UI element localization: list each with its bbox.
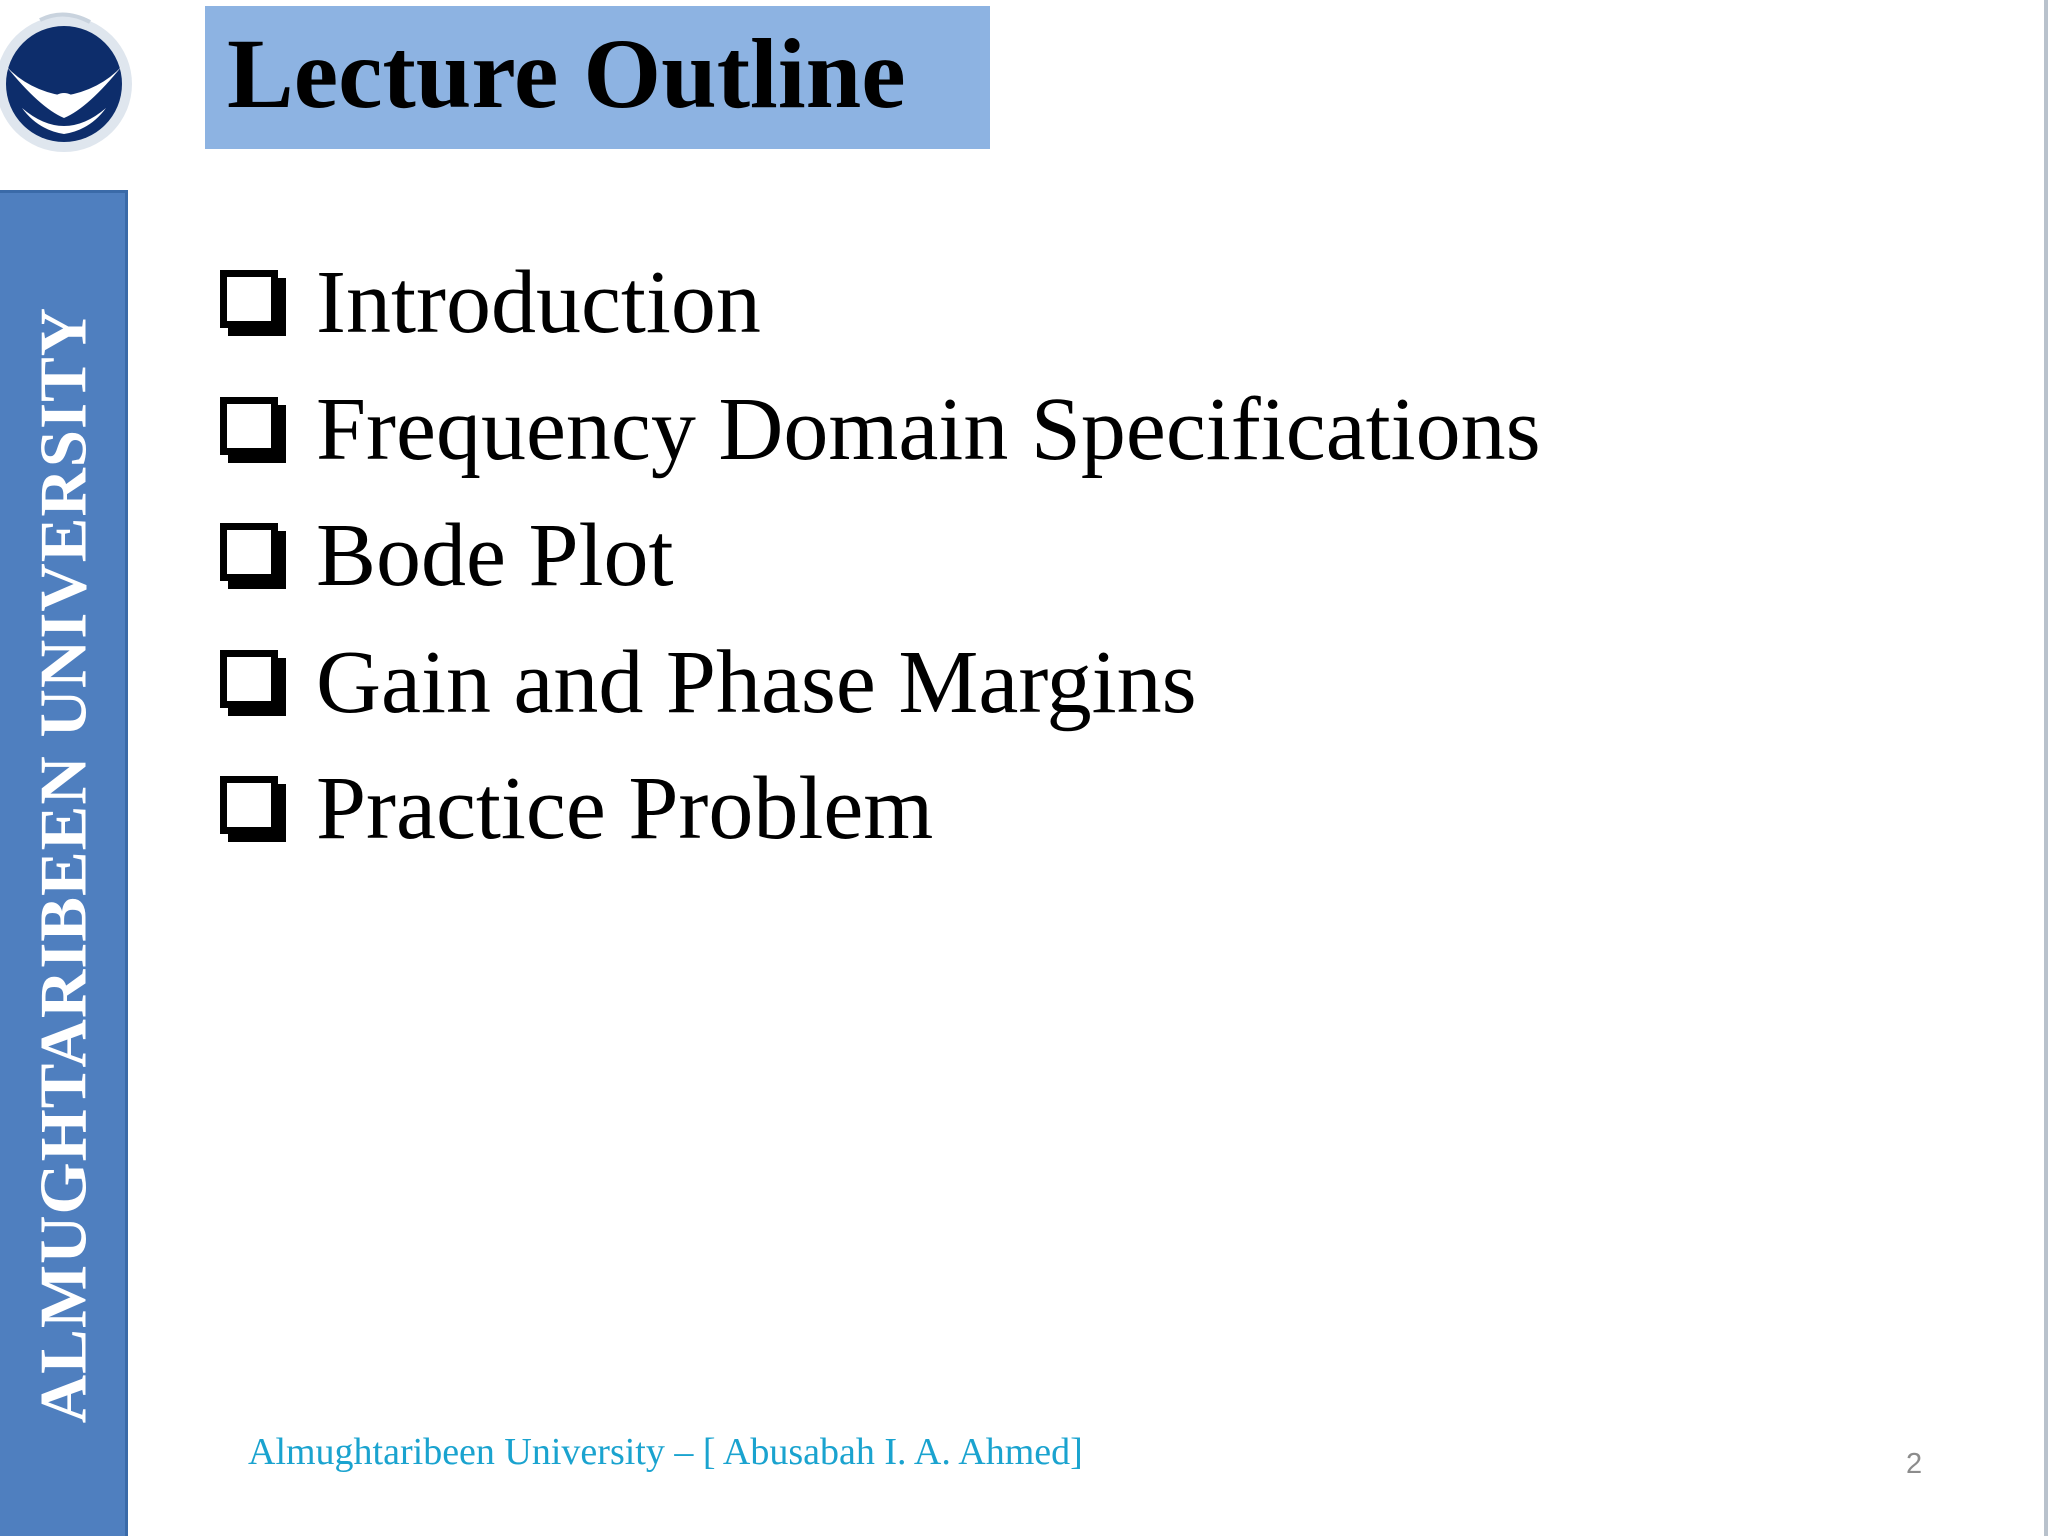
outline-item-practice-problem <box>220 746 1541 873</box>
outline-item-gain-phase-margins <box>220 620 1541 747</box>
outline-item-frequency-domain <box>220 367 1541 494</box>
checkbox-bullet-icon <box>220 776 286 842</box>
sidebar-university-name: ALMUGHTARIBEEN UNIVERSITY <box>26 306 101 1424</box>
outline-item-introduction <box>220 240 1541 367</box>
title-box <box>205 6 990 149</box>
slide-right-edge <box>2044 0 2048 1536</box>
outline-item-bode-plot <box>220 493 1541 620</box>
outline-item-label: Frequency Domain Specifications <box>316 379 1541 479</box>
checkbox-bullet-icon <box>220 650 286 716</box>
footer-text: Almughtaribeen University – [ Abusabah I. A. Ahmed] <box>248 1431 1083 1473</box>
outline-item-label: Bode Plot <box>316 506 674 606</box>
checkbox-bullet-icon <box>220 270 286 336</box>
university-logo <box>0 0 136 168</box>
checkbox-bullet-icon <box>220 397 286 463</box>
checkbox-bullet-icon <box>220 523 286 589</box>
page-number: 2 <box>1906 1448 1923 1480</box>
page-title: Lecture Outline <box>227 18 906 129</box>
outline-list <box>220 240 1541 873</box>
outline-item-label: Practice Problem <box>316 759 934 859</box>
outline-item-label: Gain and Phase Margins <box>316 632 1197 732</box>
outline-item-label: Introduction <box>316 253 761 353</box>
